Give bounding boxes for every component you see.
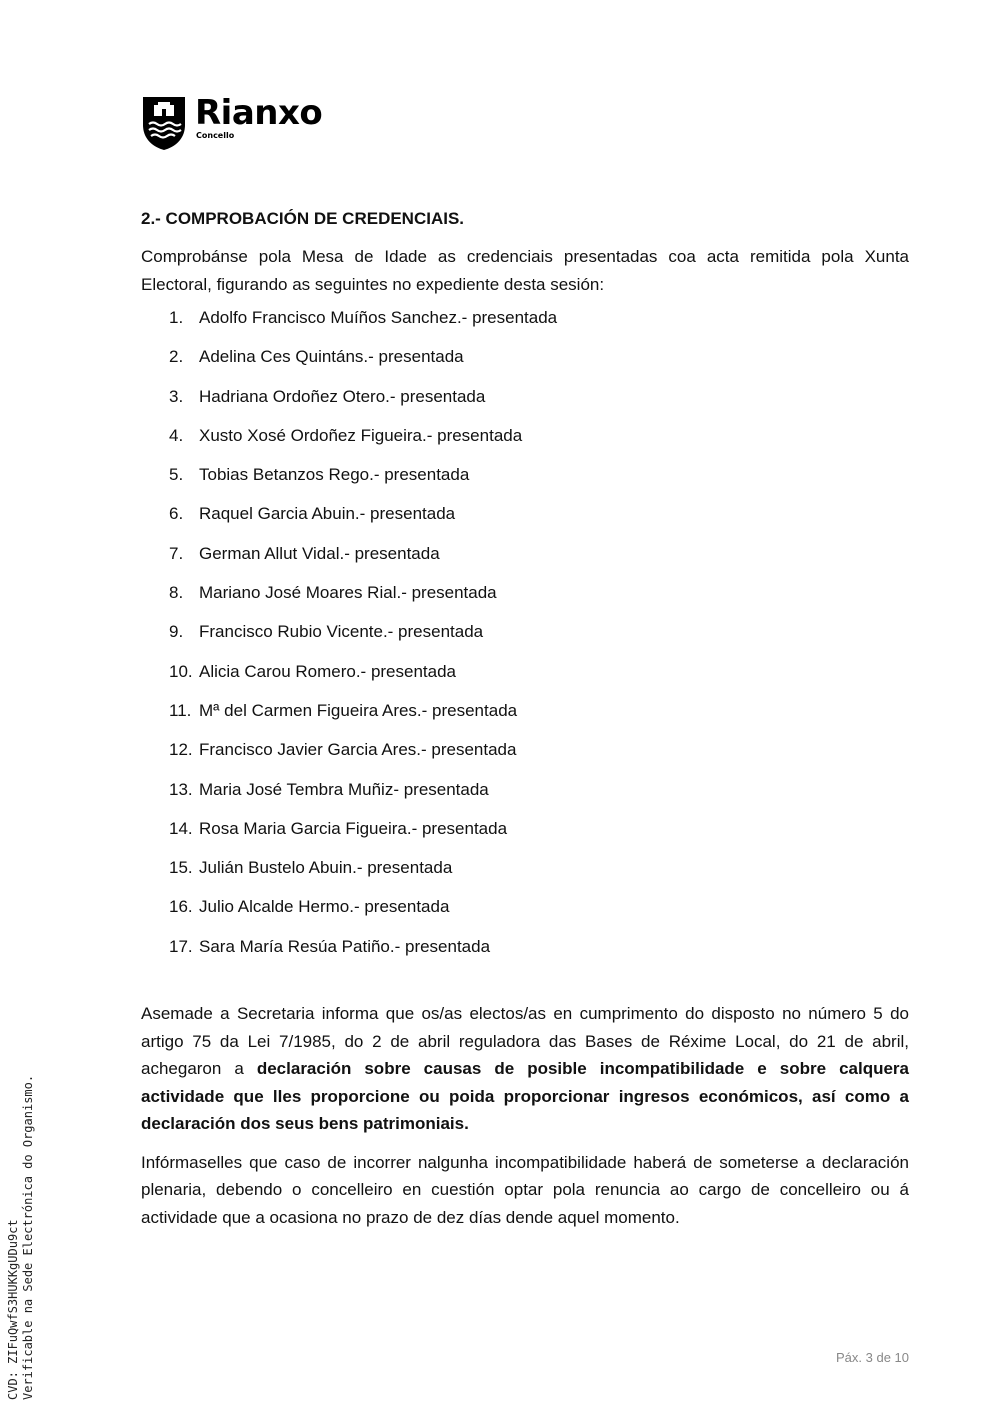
list-item-text: Tobias Betanzos Rego.- presentada bbox=[199, 465, 470, 485]
list-item bbox=[141, 343, 909, 382]
page-number: Páx. 3 de 10 bbox=[836, 1350, 909, 1365]
list-item-text: Xusto Xosé Ordoñez Figueira.- presentada bbox=[199, 425, 523, 445]
list-item-number: 16. bbox=[169, 897, 193, 917]
list-item-number: 10. bbox=[169, 661, 193, 681]
list-item-text: Sara María Resúa Patiño.- presentada bbox=[199, 936, 491, 956]
list-item-number: 13. bbox=[169, 779, 193, 799]
list-item-text: Raquel Garcia Abuin.- presentada bbox=[199, 504, 456, 524]
list-item-number: 4. bbox=[169, 425, 184, 445]
list-item bbox=[141, 618, 909, 657]
list-item bbox=[141, 540, 909, 579]
list-item-number: 6. bbox=[169, 504, 184, 524]
list-item bbox=[141, 658, 909, 697]
shield-logo-icon bbox=[141, 95, 187, 151]
intro-paragraph: Comprobánse pola Mesa de Idade as credenciais presentadas coa acta remitida pola Xunta Electoral, figurando as seguintes no expediente desta sesión: bbox=[141, 247, 909, 294]
list-item-number: 2. bbox=[169, 347, 184, 367]
list-item-text: German Allut Vidal.- presentada bbox=[199, 543, 440, 563]
logo-subtitle: Concello bbox=[196, 131, 235, 140]
list-item bbox=[141, 697, 909, 736]
logo-name: Rianxo bbox=[195, 93, 323, 133]
list-item-text: Hadriana Ordoñez Otero.- presentada bbox=[199, 386, 486, 406]
secretaria-bold-text: declaración sobre causas de posible incompatibilidade e sobre calquera actividade que lles proporcione ou poida proporcionar ingresos económicos, así como a declaración dos seus bens patrimoniais. bbox=[141, 1059, 909, 1134]
list-item bbox=[141, 736, 909, 775]
cvd-code: CVD: ZIFuQwfS3HUKKgUDu9ct bbox=[6, 1219, 20, 1400]
document-body bbox=[141, 205, 909, 1231]
secretaria-text: Asemade a Secretaria informa que os/as electos/as en cumprimento do disposto no número 5 do artigo 75 da Lei 7/1985, do 2 de abril reguladora das Bases de Réxime Local, do 21 de abril, achegaron a bbox=[141, 1004, 909, 1079]
list-item-text: Adolfo Francisco Muíños Sanchez.- presentada bbox=[199, 308, 558, 327]
list-item bbox=[141, 933, 909, 972]
list-item bbox=[141, 422, 909, 461]
rianxo-logo bbox=[141, 95, 351, 153]
list-item bbox=[141, 579, 909, 618]
list-item-text: Francisco Rubio Vicente.- presentada bbox=[199, 622, 484, 642]
list-item-text: Mª del Carmen Figueira Ares.- presentada bbox=[199, 700, 518, 720]
list-item-number: 3. bbox=[169, 386, 184, 406]
list-item-number: 14. bbox=[169, 818, 193, 838]
list-item-number: 17. bbox=[169, 936, 193, 956]
list-item-text: Mariano José Moares Rial.- presentada bbox=[199, 583, 497, 603]
list-item-number: 9. bbox=[169, 622, 184, 642]
list-item-text: Maria José Tembra Muñiz- presentada bbox=[199, 779, 489, 799]
incompatibility-paragraph: Infórmaselles que caso de incorrer nalgunha incompatibilidade haberá de someterse a declaración plenaria, debendo o concelleiro en cuestión optar pola renuncia ao cargo de concelleiro ou á actividade que a ocasiona no prazo de dez días dende aquel momento. bbox=[141, 1152, 909, 1227]
list-item-text: Francisco Javier Garcia Ares.- presentada bbox=[199, 740, 517, 760]
list-item-number: 1. bbox=[169, 308, 184, 327]
list-item-number: 8. bbox=[169, 583, 184, 603]
list-item bbox=[141, 893, 909, 932]
list-item bbox=[141, 304, 909, 343]
list-item-number: 12. bbox=[169, 740, 193, 760]
list-item bbox=[141, 854, 909, 893]
list-item-number: 15. bbox=[169, 858, 193, 878]
list-item bbox=[141, 500, 909, 539]
list-item-text: Julián Bustelo Abuin.- presentada bbox=[199, 858, 453, 878]
secretaria-paragraph bbox=[141, 1000, 909, 1138]
verification-note: Verificable na Sede Electrónica do Organismo. bbox=[21, 1074, 35, 1400]
list-item-text: Alicia Carou Romero.- presentada bbox=[199, 661, 457, 681]
section-heading: 2.- COMPROBACIÓN DE CREDENCIAIS. bbox=[141, 209, 465, 228]
list-item-number: 11. bbox=[169, 700, 192, 720]
list-item-text: Adelina Ces Quintáns.- presentada bbox=[199, 347, 464, 367]
list-item-number: 7. bbox=[169, 543, 184, 563]
list-item bbox=[141, 383, 909, 422]
list-item-number: 5. bbox=[169, 465, 184, 485]
credentials-list bbox=[141, 304, 909, 972]
list-item-text: Rosa Maria Garcia Figueira.- presentada bbox=[199, 818, 508, 838]
list-item bbox=[141, 461, 909, 500]
list-item bbox=[141, 815, 909, 854]
verification-side-text bbox=[6, 1075, 36, 1400]
list-item-text: Julio Alcalde Hermo.- presentada bbox=[199, 897, 450, 917]
list-item bbox=[141, 776, 909, 815]
